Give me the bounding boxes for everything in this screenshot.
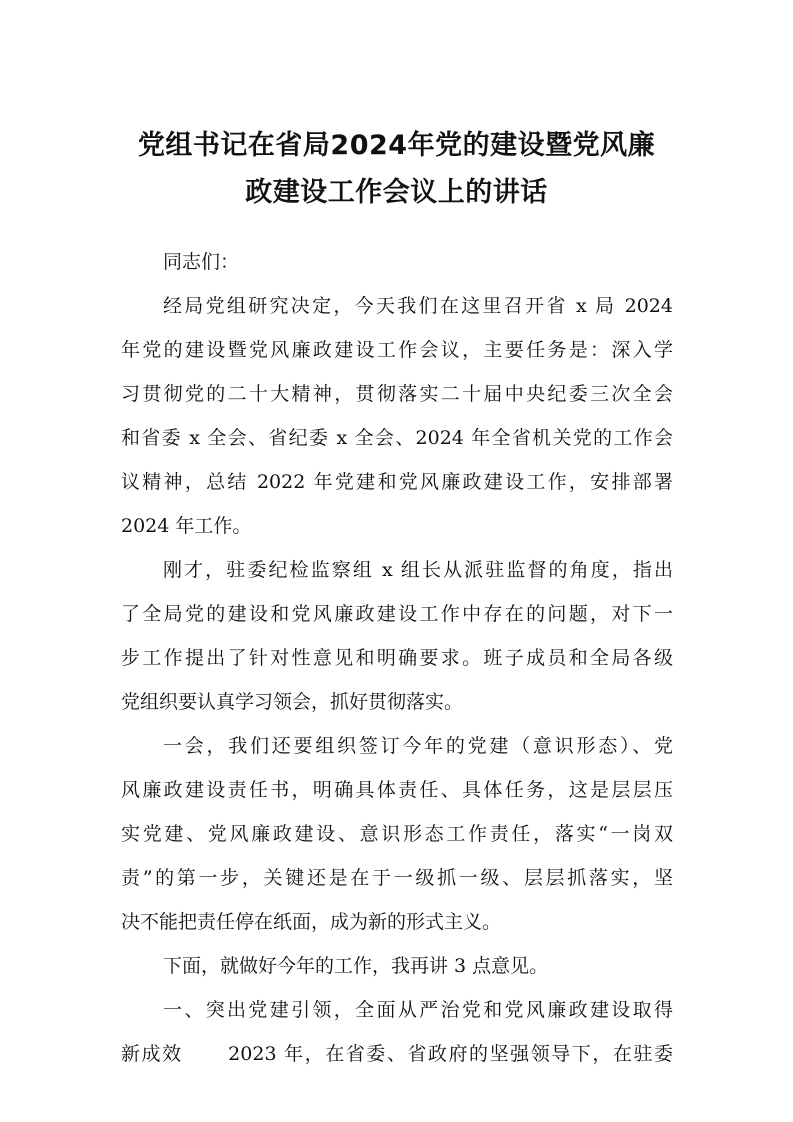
paragraph-3-line-4: 责”的第一步，关键还是在于一级抓一级、层层抓落实，坚 <box>121 867 673 889</box>
document-title-line-2: 政建设工作会议上的讲话 <box>245 177 548 208</box>
paragraph-2-line-4: 党组织要认真学习领会，抓好贯彻落实。 <box>121 691 464 713</box>
paragraph-1-line-1: 经局党组研究决定，今天我们在这里召开省 x 局 2024 <box>163 295 673 317</box>
paragraph-2-line-1: 刚才，驻委纪检监察组 x 组长从派驻监督的角度，指出 <box>163 559 673 581</box>
paragraph-4-line-1: 下面，就做好今年的工作，我再讲 3 点意见。 <box>163 955 549 977</box>
paragraph-2-line-2: 了全局党的建设和党风廉政建设工作中存在的问题，对下一 <box>121 603 673 625</box>
section-heading-line-1: 一、突出党建引领，全面从严治党和党风廉政建设取得 <box>163 999 673 1021</box>
paragraph-3-line-1: 一会，我们还要组织签订今年的党建（意识形态）、党 <box>163 735 673 757</box>
paragraph-3-line-2: 风廉政建设责任书，明确具体责任、具体任务，这是层层压 <box>121 779 673 801</box>
section-heading-line-2: 新成效 2023 年，在省委、省政府的坚强领导下，在驻委 <box>121 1043 673 1065</box>
paragraph-3-line-3: 实党建、党风廉政建设、意识形态工作责任，落实“一岗双 <box>121 823 673 845</box>
paragraph-1-line-3: 习贯彻党的二十大精神，贯彻落实二十届中央纪委三次全会 <box>121 383 673 405</box>
paragraph-1-line-2: 年党的建设暨党风廉政建设工作会议，主要任务是：深入学 <box>121 339 673 361</box>
paragraph-1-line-5: 议精神，总结 2022 年党建和党风廉政建设工作，安排部署 <box>121 471 673 493</box>
paragraph-1-line-6: 2024 年工作。 <box>121 515 252 537</box>
paragraph-2-line-3: 步工作提出了针对性意见和明确要求。班子成员和全局各级 <box>121 647 673 669</box>
salutation: 同志们： <box>163 251 240 273</box>
document-title-line-1: 党组书记在省局2024年党的建设暨党风廉 <box>137 130 656 161</box>
paragraph-1-line-4: 和省委 x 全会、省纪委 x 全会、2024 年全省机关党的工作会 <box>121 427 673 449</box>
paragraph-3-line-5: 决不能把责任停在纸面，成为新的形式主义。 <box>121 911 502 933</box>
